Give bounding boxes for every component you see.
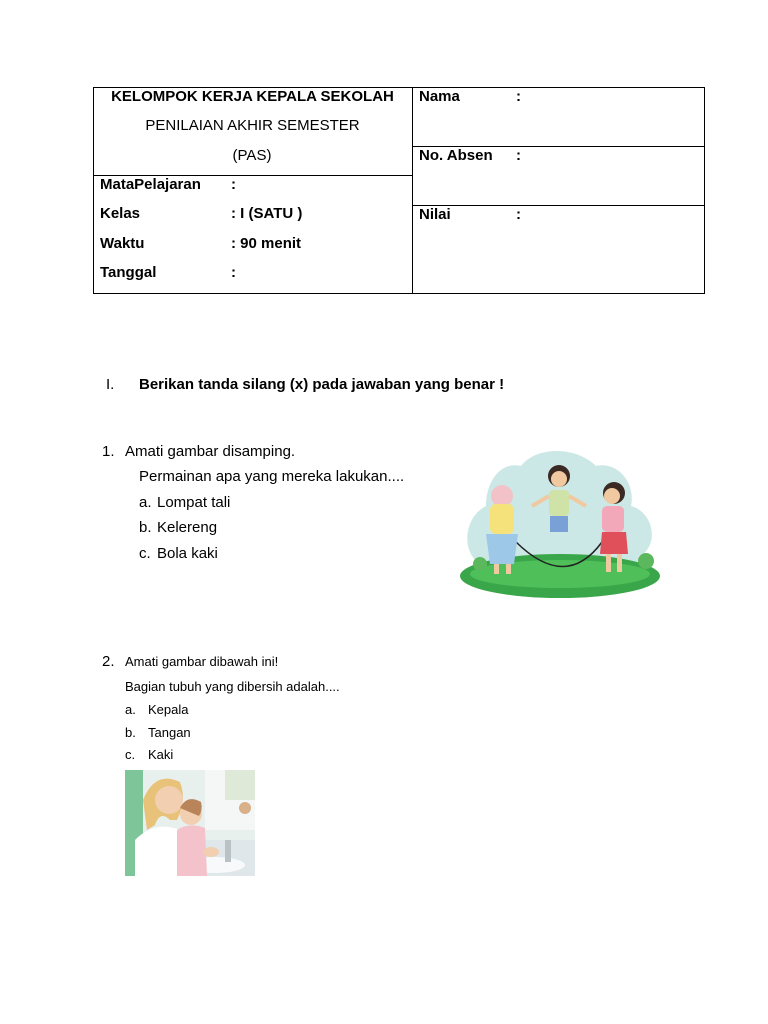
q1-option-a: Lompat tali — [157, 494, 231, 511]
q1-prompt: Permainan apa yang mereka lakukan.... — [139, 468, 405, 485]
q2-option-letter-a: a. — [125, 702, 136, 717]
jump-rope-illustration — [456, 446, 666, 602]
field-label-kelas: Kelas — [100, 205, 141, 222]
q1-option-b: Kelereng — [157, 519, 218, 536]
q2-option-letter-b: b. — [125, 725, 136, 740]
field-label-mapel: MataPelajaran — [100, 176, 201, 193]
field-value-tanggal: : — [231, 264, 236, 281]
header-divider-absen — [412, 205, 705, 206]
q2-number: 2. — [102, 653, 115, 670]
section-instruction: Berikan tanda silang (x) pada jawaban yang benar ! — [139, 376, 505, 393]
q1-option-letter-b: b. — [139, 519, 152, 536]
header-divider-left-b — [212, 175, 412, 176]
field-value-waktu: : 90 menit — [231, 235, 302, 252]
field-value-absen: : — [516, 147, 521, 164]
field-value-kelas: : I (SATU ) — [231, 205, 303, 222]
q1-number: 1. — [102, 443, 115, 460]
exam-title: PENILAIAN AKHIR SEMESTER — [145, 117, 360, 134]
field-value-mapel: : — [231, 176, 236, 193]
field-label-nama: Nama — [419, 88, 460, 105]
q2-option-letter-c: c. — [125, 747, 136, 762]
q2-prompt: Bagian tubuh yang dibersih adalah.... — [125, 679, 340, 694]
q2-option-a: Kepala — [148, 702, 189, 717]
field-label-tanggal: Tanggal — [100, 264, 157, 281]
field-label-nilai: Nilai — [419, 206, 451, 223]
field-value-nilai: : — [516, 206, 521, 223]
q2-option-b: Tangan — [148, 725, 191, 740]
field-label-absen: No. Absen — [419, 147, 493, 164]
exam-abbrev: (PAS) — [232, 147, 272, 164]
q1-option-letter-c: c. — [139, 545, 151, 562]
field-value-nama: : — [516, 88, 521, 105]
field-label-waktu: Waktu — [100, 235, 145, 252]
q2-option-c: Kaki — [148, 747, 174, 762]
section-number: I. — [106, 376, 115, 393]
q1-text: Amati gambar disamping. — [125, 443, 296, 460]
handwashing-photo — [125, 770, 255, 876]
q1-option-c: Bola kaki — [157, 545, 218, 562]
q2-text: Amati gambar dibawah ini! — [125, 654, 279, 669]
school-group-title: KELOMPOK KERJA KEPALA SEKOLAH — [111, 88, 394, 105]
q1-option-letter-a: a. — [139, 494, 152, 511]
header-divider-vertical — [412, 87, 413, 294]
